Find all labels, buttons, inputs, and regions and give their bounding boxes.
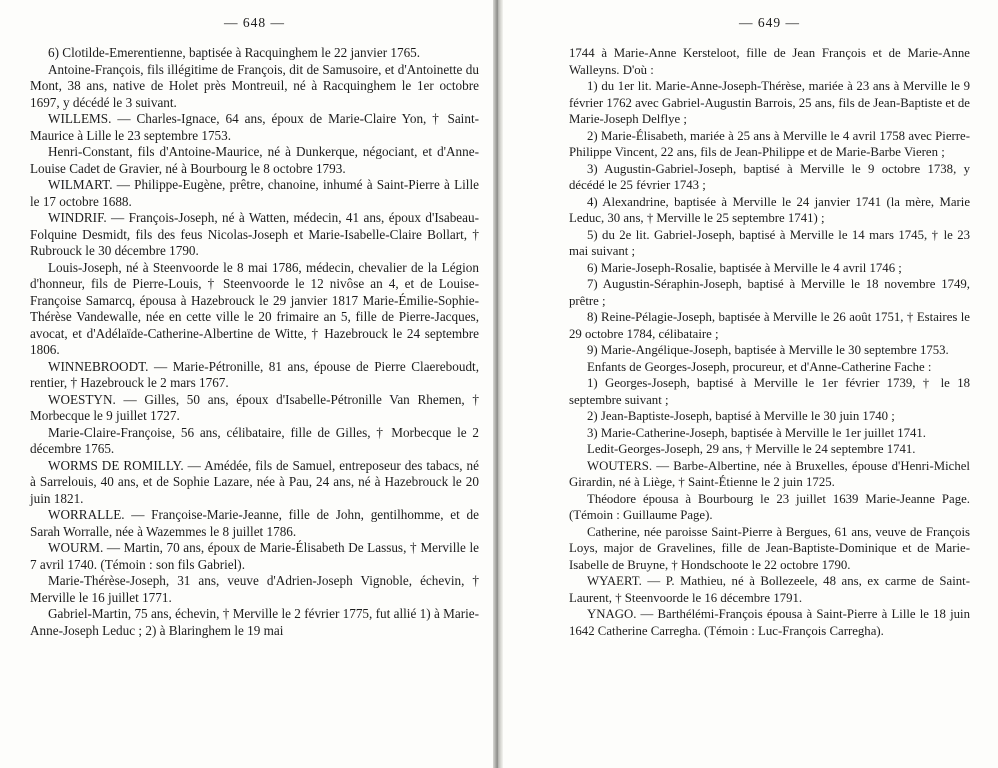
paragraph: WINNEBROODT. — Marie-Pétronille, 81 ans, épouse de Pierre Claereboudt, rentier, † Hazebrouck le 2 mars 1767. [30, 358, 479, 390]
left-page-number: — 648 — [224, 15, 285, 30]
paragraph: Henri-Constant, fils d'Antoine-Maurice, né à Dunkerque, négociant, et d'Anne-Louise Cadet de Gravier, né à Bourbourg le 8 octobre 1793. [30, 144, 479, 176]
paragraph: 3) Marie-Catherine-Joseph, baptisée à Merville le 1er juillet 1741. [587, 425, 927, 440]
paragraph: WOESTYN. — Gilles, 50 ans, époux d'Isabelle-Pétronille Van Rhemen, † Morbecque le 9 juillet 1727. [30, 391, 479, 423]
right-page [503, 0, 998, 768]
paragraph: 1744 à Marie-Anne Kersteloot, fille de Jean François et de Marie-Anne Walleyns. D'où : [569, 46, 970, 77]
paragraph: WORRALLE. — Françoise-Marie-Jeanne, fille de John, gentilhomme, et de Sarah Worralle, née à Wazemmes le 8 juillet 1786. [30, 507, 479, 539]
paragraph: WOURM. — Martin, 70 ans, époux de Marie-Élisabeth De Lassus, † Merville le 7 avril 1740. (Témoin : son fils Gabriel). [30, 540, 479, 572]
paragraph: WINDRIF. — François-Joseph, né à Watten, médecin, 41 ans, époux d'Isabeau-Folquine Desmidt, fils des feus Nicolas-Joseph et Marie-Isabelle-Claire Bollart, † Rubrouck le 30 décembre 1790. [30, 210, 479, 258]
book-gutter [493, 0, 503, 768]
paragraph: 9) Marie-Angélique-Joseph, baptisée à Merville le 30 septembre 1753. [587, 343, 949, 357]
paragraph: 4) Alexandrine, baptisée à Merville le 24 janvier 1741 (la mère, Marie Leduc, 30 ans, † Merville le 25 septembre 1741) ; [569, 194, 970, 225]
paragraph: 8) Reine-Pélagie-Joseph, baptisée à Merville le 26 août 1751, † Estaires le 29 octobre 1784, célibataire ; [569, 310, 970, 341]
paragraph: Ledit-Georges-Joseph, 29 ans, † Merville le 24 septembre 1741. [587, 442, 916, 456]
paragraph: 2) Jean-Baptiste-Joseph, baptisé à Merville le 30 juin 1740 ; [587, 409, 895, 423]
paragraph: 1) du 1er lit. Marie-Anne-Joseph-Thérèse, mariée à 23 ans à Merville le 9 février 1762 avec Gabriel-Augustin Barrois, 25 ans, fils de Jean-Baptiste et de Marie-Joseph Delflye ; [569, 79, 970, 126]
paragraph: Gabriel-Martin, 75 ans, échevin, † Merville le 2 février 1775, fut allié 1) à Marie-Anne-Joseph Leduc ; 2) à Blaringhem le 19 mai [30, 606, 479, 638]
paragraph: Marie-Thérèse-Joseph, 31 ans, veuve d'Adrien-Joseph Vignoble, échevin, † Merville le 16 juillet 1771. [30, 573, 479, 605]
paragraph: Antoine-François, fils illégitime de François, dit de Samusoire, et d'Antoinette du Mont, 38 ans, native de Holet près Montreuil, né à Racquinghem le 1er octobre 1697, y décédé le 3 suivant. [30, 61, 479, 110]
paragraph: 5) du 2e lit. Gabriel-Joseph, baptisé à Merville le 14 mars 1745, † le 23 mai suivant ; [569, 227, 970, 258]
paragraph: 2) Marie-Élisabeth, mariée à 25 ans à Merville le 4 avril 1758 avec Pierre-Philippe Vincent, 22 ans, fils de Jean-Philippe et de Marie-Barbe Vieren ; [569, 128, 970, 159]
paragraph: Théodore épousa à Bourbourg le 23 juillet 1639 Marie-Jeanne Page. (Témoin : Guillaume Page). [569, 491, 970, 522]
paragraph: 7) Augustin-Séraphin-Joseph, baptisé à Merville le 18 novembre 1749, prêtre ; [569, 277, 970, 308]
right-page-number: — 649 — [739, 15, 800, 30]
paragraph: Enfants de Georges-Joseph, procureur, et d'Anne-Catherine Fache : [587, 359, 932, 374]
paragraph: 6) Marie-Joseph-Rosalie, baptisée à Merville le 4 avril 1746 ; [587, 260, 902, 275]
paragraph: Louis-Joseph, né à Steenvoorde le 8 mai 1786, médecin, chevalier de la Légion d'honneur, fils de Pierre-Louis, † Steenvoorde le 12 nivôse an 4, et de Louise-Françoise Samarcq, épousa à Hazebrouck le 29 janvier 1817 Marie-Émilie-Sophie-Thérèse Vandewalle, née en cette ville le 20 frimaire an 5, fille de Pierre-Jacques, avocat, et d'Adélaïde-Catherine-Albertine de Witte, † Hazebrouck le 24 septembre 1806. [30, 259, 479, 357]
paragraph: Marie-Claire-Françoise, 56 ans, célibataire, fille de Gilles, † Morbecque le 2 décembre 1765. [30, 424, 479, 456]
left-page [0, 0, 493, 768]
paragraph: WILMART. — Philippe-Eugène, prêtre, chanoine, inhumé à Saint-Pierre à Lille le 17 octobre 1688. [30, 177, 479, 209]
paragraph: WILLEMS. — Charles-Ignace, 64 ans, époux de Marie-Claire Yon, † Saint-Maurice à Lille le 23 septembre 1753. [30, 111, 479, 143]
paragraph: 6) Clotilde-Emerentienne, baptisée à Racquinghem le 22 janvier 1765. [48, 45, 421, 60]
paragraph: WORMS DE ROMILLY. — Amédée, fils de Samuel, entreposeur des tabacs, né à Sarrelouis, 40 ans, et de Sophie Lazare, née à Pau, 24 ans, né à Hazebrouck le 20 juin 1821. [30, 457, 479, 506]
paragraph: YNAGO. — Barthélémi-François épousa à Saint-Pierre à Lille le 18 juin 1642 Catherine Carregha. (Témoin : Luc-François Carregha). [569, 607, 970, 638]
paragraph: 3) Augustin-Gabriel-Joseph, baptisé à Merville le 9 octobre 1738, y décédé le 25 février 1743 ; [569, 161, 970, 192]
paragraph: Catherine, née paroisse Saint-Pierre à Bergues, 61 ans, veuve de François Loys, major de Gravelines, fille de Jean-Baptiste-Dominique et de Marie-Isabelle de Bruyne, † Hondschoote le 22 octobre 1790. [569, 524, 970, 572]
paragraph: WYAERT. — P. Mathieu, né à Bollezeele, 48 ans, ex carme de Saint-Laurent, † Steenvoorde le 16 décembre 1791. [569, 574, 970, 605]
paragraph: WOUTERS. — Barbe-Albertine, née à Bruxelles, épouse d'Henri-Michel Girardin, né à Liège, † Saint-Étienne le 2 juin 1725. [569, 458, 970, 489]
paragraph: 1) Georges-Joseph, baptisé à Merville le 1er février 1739, † le 18 septembre suivant ; [569, 376, 970, 407]
